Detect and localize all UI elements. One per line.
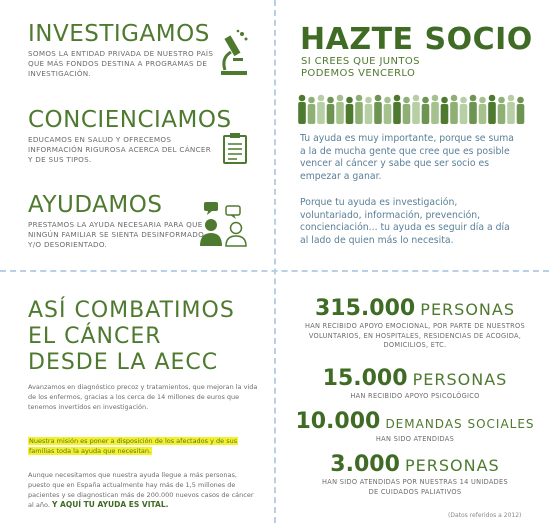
combat-text: Aunque necesitamos que nuestra ayuda llegue a más personas, puesto que en España actualmente hay más de 1,5 millones de pacientes y se diagnostican más de 200.000 nuevos casos de cáncer al año. (28, 471, 254, 509)
stat-number: 15.000 (322, 366, 408, 391)
crowd-person (384, 97, 392, 124)
socio-subtitle-line: PODEMOS VENCERLO (301, 67, 416, 79)
clipboard-icon (222, 132, 248, 164)
crowd-person (336, 95, 344, 124)
crowd-person (308, 97, 316, 124)
section-title: AYUDAMOS (28, 192, 163, 218)
highlight-line: Nuestra misión es poner a disposición de los afectados y de sus (29, 437, 238, 445)
crowd-person (355, 95, 363, 124)
crowd-person (450, 95, 458, 124)
combat-title-line: DESDE LA AECC (28, 350, 219, 375)
people-talking-icon (198, 200, 254, 248)
socio-paragraph: Porque tu ayuda es investigación, voluntariado, información, prevención, concienciación... tu ayuda es seguir día a día al lado de quien más lo necesita. (300, 197, 510, 246)
crowd-person (498, 97, 506, 124)
combat-title-line: EL CÁNCER (28, 324, 162, 349)
section-title: INVESTIGAMOS (28, 21, 210, 47)
highlight-line: familias toda la ayuda que necesitan. (29, 447, 152, 455)
stat-word: PERSONAS (412, 370, 508, 389)
stat-word: DEMANDAS SOCIALES (385, 417, 535, 431)
socio-title: HAZTE SOCIO (300, 22, 533, 57)
combat-paragraph (28, 470, 260, 510)
data-note: (Datos referidos a 2012) (448, 512, 522, 519)
combat-title-line: ASÍ COMBATIMOS (28, 298, 235, 323)
crowd-person (479, 97, 487, 124)
crowd-person (431, 95, 439, 124)
crowd-person (517, 97, 525, 124)
stat-number: 3.000 (330, 452, 400, 477)
crowd-person (327, 97, 335, 124)
stat-description: HAN SIDO ATENDIDAS POR NUESTRAS 14 UNIDADES DE CUIDADOS PALIATIVOS (322, 478, 508, 496)
horizontal-divider (0, 270, 549, 272)
stat-item (290, 296, 540, 351)
vertical-divider (274, 0, 276, 523)
stat-item (290, 409, 540, 445)
crowd-person (488, 95, 496, 124)
crowd-person (365, 97, 373, 124)
mission-highlight (28, 436, 260, 456)
crowd-person (403, 97, 411, 124)
crowd-person (317, 95, 325, 124)
socio-subtitle-line: SI CREES QUE JUNTOS (301, 56, 420, 67)
section-text: PRESTAMOS LA AYUDA NECESARIA PARA QUE NINGÚN FAMILIAR SE SIENTA DESINFORMADO Y/O DESORIENTADO. (28, 220, 205, 249)
section-text: EDUCAMOS EN SALUD Y OFRECEMOS INFORMACIÓN RIGUROSA ACERCA DEL CÁNCER Y DE SUS TIPOS. (28, 135, 212, 164)
vital-text: Y AQUÍ TU AYUDA ES VITAL. (51, 500, 169, 509)
combat-paragraph: Avanzamos en diagnóstico precoz y tratamientos, que mejoran la vida de los enfermos, gracias a los cerca de 14 millones de euros que tenemos invertidos en investigación. (28, 383, 258, 411)
section-title: CONCIENCIAMOS (28, 107, 232, 133)
crowd-person (374, 95, 382, 124)
crowd-person (422, 97, 430, 124)
combat-title (28, 298, 273, 376)
socio-paragraph: Tu ayuda es muy importante, porque se suma a la de mucha gente que cree que es posible vencer al cáncer y sabe que ser socio es empezar a ganar. (300, 133, 514, 182)
socio-subtitle (301, 56, 521, 79)
stat-number: 10.000 (295, 409, 381, 434)
crowd-person (469, 95, 477, 124)
stat-word: PERSONAS (420, 300, 515, 319)
stat-item (290, 366, 540, 402)
crowd-person (393, 95, 401, 124)
stat-item (290, 452, 540, 497)
stat-description: HAN RECIBIDO APOYO PSICOLÓGICO (350, 392, 480, 400)
microscope-icon (215, 28, 251, 78)
crowd-icon (298, 92, 530, 126)
crowd-person (346, 97, 354, 124)
stat-word: PERSONAS (404, 456, 500, 475)
stat-number: 315.000 (315, 296, 416, 321)
crowd-person (460, 97, 468, 124)
crowd-person (441, 97, 449, 124)
crowd-person (507, 95, 515, 124)
stat-description: HAN SIDO ATENDIDAS (375, 435, 455, 443)
stat-description: HAN RECIBIDO APOYO EMOCIONAL, POR PARTE DE NUESTROS VOLUNTARIOS, EN HOSPITALES, RESIDENCIAS DE ACOGIDA, DOMICILIOS, ETC. (304, 322, 526, 349)
crowd-person (298, 95, 306, 124)
section-text: SOMOS LA ENTIDAD PRIVADA DE NUESTRO PAÍS QUE MÁS FONDOS DESTINA A PROGRAMAS DE INVESTIGACIÓN. (28, 49, 214, 78)
crowd-person (412, 95, 420, 124)
